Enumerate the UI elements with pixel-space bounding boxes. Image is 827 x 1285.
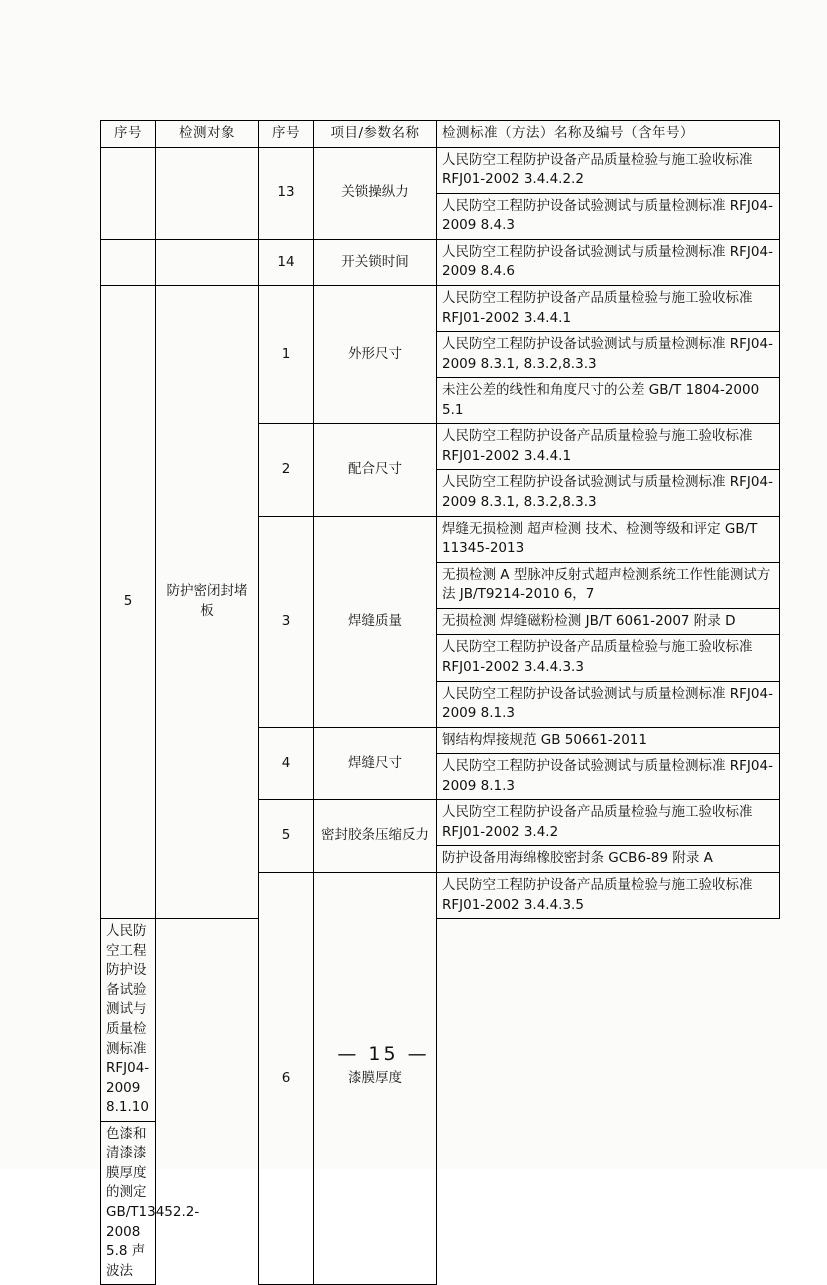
cell-standard: 人民防空工程防护设备产品质量检验与施工验收标准 RFJ01-2002 3.4.4.3.5: [437, 873, 780, 919]
column-header-standard: 检测标准（方法）名称及编号（含年号）: [437, 121, 780, 148]
column-header-object: 检测对象: [156, 121, 259, 148]
cell-item-name: 焊缝质量: [314, 516, 437, 727]
page-number: [0, 1043, 827, 1065]
cell-item-name: 配合尺寸: [314, 424, 437, 516]
cell-object: [156, 239, 259, 285]
column-header-sub-seq: 序号: [259, 121, 314, 148]
cell-standard: 钢结构焊接规范 GB 50661-2011: [437, 727, 780, 754]
cell-standard: 人民防空工程防护设备产品质量检验与施工验收标准 RFJ01-2002 3.4.2: [437, 800, 780, 846]
table-row: [101, 919, 780, 1122]
table-row: [101, 285, 780, 331]
cell-standard: 防护设备用海绵橡胶密封条 GCB6-89 附录 A: [437, 846, 780, 873]
inspection-standards-table-wrapper: [100, 120, 773, 1285]
cell-item-name: 漆膜厚度: [314, 873, 437, 1285]
cell-standard: 未注公差的线性和角度尺寸的公差 GB/T 1804-2000 5.1: [437, 378, 780, 424]
cell-sub-seq: 5: [259, 800, 314, 873]
cell-standard: 人民防空工程防护设备试验测试与质量检测标准 RFJ04-2009 8.4.3: [437, 193, 780, 239]
cell-item-name: 外形尺寸: [314, 285, 437, 423]
cell-item-name: 焊缝尺寸: [314, 727, 437, 800]
cell-seq: [101, 239, 156, 285]
cell-sub-seq: 13: [259, 147, 314, 239]
table-row: [101, 1121, 780, 1285]
cell-seq: [101, 147, 156, 239]
table-body: [101, 147, 780, 1285]
cell-standard: 人民防空工程防护设备试验测试与质量检测标准 RFJ04-2009 8.1.3: [437, 754, 780, 800]
cell-item-name: 关锁操纵力: [314, 147, 437, 239]
cell-standard: 人民防空工程防护设备产品质量检验与施工验收标准 RFJ01-2002 3.4.4.1: [437, 285, 780, 331]
column-header-seq: 序号: [101, 121, 156, 148]
cell-standard: 人民防空工程防护设备试验测试与质量检测标准 RFJ04-2009 8.3.1, 8.3.2,8.3.3: [437, 332, 780, 378]
cell-standard: 人民防空工程防护设备试验测试与质量检测标准 RFJ04-2009 8.1.10: [101, 919, 156, 1122]
cell-item-name: 开关锁时间: [314, 239, 437, 285]
cell-standard: 人民防空工程防护设备试验测试与质量检测标准 RFJ04-2009 8.1.3: [437, 681, 780, 727]
cell-standard: 人民防空工程防护设备产品质量检验与施工验收标准 RFJ01-2002 3.4.4.3.3: [437, 635, 780, 681]
cell-sub-seq: 14: [259, 239, 314, 285]
table-header: [101, 121, 780, 148]
cell-standard: 色漆和清漆漆膜厚度的测定 GB/T13452.2-2008 5.8 声波法: [101, 1121, 156, 1285]
cell-sub-seq: 6: [259, 873, 314, 1285]
cell-object: 防护密闭封堵板: [156, 285, 259, 918]
cell-sub-seq: 3: [259, 516, 314, 727]
inspection-standards-table: [100, 120, 780, 1285]
cell-sub-seq: 4: [259, 727, 314, 800]
cell-item-name: 密封胶条压缩反力: [314, 800, 437, 873]
cell-standard: 人民防空工程防护设备产品质量检验与施工验收标准 RFJ01-2002 3.4.4.1: [437, 424, 780, 470]
table-header-row: [101, 121, 780, 148]
cell-standard: 无损检测 焊缝磁粉检测 JB/T 6061-2007 附录 D: [437, 608, 780, 635]
cell-seq: 5: [101, 285, 156, 918]
cell-object: [156, 147, 259, 239]
page-number-text: — 15 —: [337, 1043, 430, 1065]
table-row: [101, 239, 780, 285]
cell-standard: 人民防空工程防护设备试验测试与质量检测标准 RFJ04-2009 8.3.1, 8.3.2,8.3.3: [437, 470, 780, 516]
table-row: [101, 147, 780, 193]
column-header-item: 项目/参数名称: [314, 121, 437, 148]
cell-sub-seq: 1: [259, 285, 314, 423]
cell-standard: 焊缝无损检测 超声检测 技术、检测等级和评定 GB/T 11345-2013: [437, 516, 780, 562]
cell-standard: 人民防空工程防护设备产品质量检验与施工验收标准 RFJ01-2002 3.4.4.2.2: [437, 147, 780, 193]
cell-sub-seq: 2: [259, 424, 314, 516]
cell-standard: 人民防空工程防护设备试验测试与质量检测标准 RFJ04-2009 8.4.6: [437, 239, 780, 285]
cell-standard: 无损检测 A 型脉冲反射式超声检测系统工作性能测试方法 JB/T9214-2010 6，7: [437, 562, 780, 608]
